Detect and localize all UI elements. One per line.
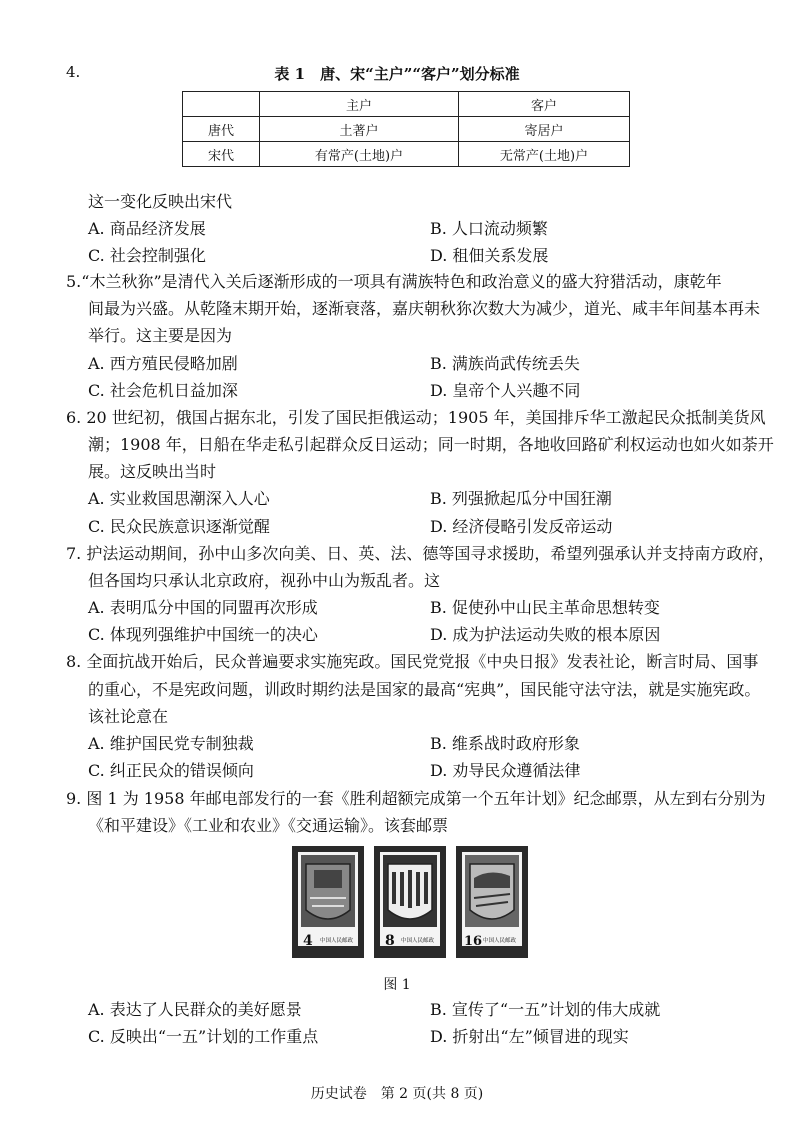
- question-4-stem: 这一变化反映出宋代: [88, 192, 233, 211]
- q5-option-d: D. 皇帝个人兴趣不同: [430, 381, 581, 400]
- table-header-cell: [183, 92, 260, 117]
- table-row: [183, 142, 630, 167]
- q6-option-a: A. 实业救国思潮深入人心: [88, 489, 270, 508]
- q5-option-a: A. 西方殖民侵略加剧: [88, 354, 238, 373]
- question-5-line: 5.“木兰秋狝”是清代入关后逐渐形成的一项具有满族特色和政治意义的盛大狩猎活动，康乾年: [66, 272, 722, 291]
- stamp-value: 4: [303, 933, 313, 949]
- stamp-value: 16: [464, 934, 483, 949]
- table-1-title: 表 1 唐、宋“主户”“客户”划分标准: [274, 65, 520, 83]
- q6-option-b: B. 列强掀起瓜分中国狂潮: [430, 489, 612, 508]
- q8-option-a: A. 维护国民党专制独裁: [88, 734, 254, 753]
- stamp-value: 8: [385, 933, 395, 949]
- q9-option-b: B. 宣传了“一五”计划的伟大成就: [430, 1000, 661, 1019]
- q4-option-c: C. 社会控制强化: [88, 246, 206, 265]
- q5-option-b: B. 满族尚武传统丢失: [430, 354, 580, 373]
- q7-option-b: B. 促使孙中山民主革命思想转变: [430, 598, 660, 617]
- q4-option-d: D. 租佃关系发展: [430, 246, 549, 265]
- figure-caption: 图 1: [383, 977, 411, 993]
- q9-option-d: D. 折射出“左”倾冒进的现实: [430, 1027, 629, 1046]
- q7-option-d: D. 成为护法运动失败的根本原因: [430, 625, 661, 644]
- stamp-transportation: [456, 846, 528, 958]
- question-7-line: 但各国均只承认北京政府，视孙中山为叛乱者。这: [88, 571, 441, 590]
- question-7-line: 7. 护法运动期间，孙中山多次向美、日、英、法、德等国寻求援助，希望列强承认并支持南方政府，: [66, 544, 775, 563]
- table-row: [183, 117, 630, 142]
- question-8-line: 该社论意在: [88, 707, 169, 726]
- stamp-label: 中国人民邮政: [320, 938, 354, 944]
- page-footer: 历史试卷 第 2 页(共 8 页): [310, 1086, 484, 1102]
- q4-option-a: A. 商品经济发展: [88, 219, 206, 238]
- q6-option-c: C. 民众民族意识逐渐觉醒: [88, 517, 270, 536]
- question-6-line: 6. 20 世纪初，俄国占据东北，引发了国民拒俄运动；1905 年，美国排斥华工激起民众抵制美货风: [66, 408, 766, 427]
- stamps-figure: [290, 844, 530, 960]
- q6-option-d: D. 经济侵略引发反帝运动: [430, 517, 613, 536]
- table-cell: 无常产(土地)户: [459, 142, 630, 167]
- q8-option-d: D. 劝导民众遵循法律: [430, 761, 581, 780]
- question-8-line: 的重心，不是宪政问题，训政时期约法是国家的最高“宪典”，国民能守法守法，就是实施宪政。: [88, 680, 761, 699]
- q7-option-a: A. 表明瓜分中国的同盟再次形成: [88, 598, 318, 617]
- question-4-number: 4.: [66, 63, 81, 81]
- q7-option-c: C. 体现列强维护中国统一的决心: [88, 625, 318, 644]
- table-cell: 唐代: [183, 117, 260, 142]
- table-cell: 寄居户: [459, 117, 630, 142]
- question-9-line: 9. 图 1 为 1958 年邮电部发行的一套《胜利超额完成第一个五年计划》纪念邮票，从左到右分别为: [66, 789, 766, 808]
- table-cell: 宋代: [183, 142, 260, 167]
- table-header-cell: 主户: [260, 92, 459, 117]
- stamp-label: 中国人民邮政: [483, 938, 517, 944]
- question-8-line: 8. 全面抗战开始后，民众普遍要求实施宪政。国民党党报《中央日报》发表社论，断言时局、国事: [66, 652, 759, 671]
- q9-option-c: C. 反映出“一五”计划的工作重点: [88, 1027, 319, 1046]
- table-1: [182, 91, 630, 167]
- question-6-line: 展。这反映出当时: [88, 462, 217, 481]
- table-header-cell: 客户: [459, 92, 630, 117]
- table-cell: 土著户: [260, 117, 459, 142]
- stamp-label: 中国人民邮政: [401, 938, 435, 944]
- table-header-row: [183, 92, 630, 117]
- q4-option-b: B. 人口流动频繁: [430, 219, 548, 238]
- q8-option-c: C. 纠正民众的错误倾向: [88, 761, 254, 780]
- q5-option-c: C. 社会危机日益加深: [88, 381, 238, 400]
- question-5-line: 间最为兴盛。从乾隆末期开始，逐渐衰落，嘉庆朝秋狝次数大为减少，道光、咸丰年间基本再未: [88, 299, 761, 318]
- question-6-line: 潮；1908 年，日船在华走私引起群众反日运动；同一时期，各地收回路矿利权运动也如火如荼开: [88, 435, 774, 454]
- stamp-peace-construction: [292, 846, 364, 958]
- question-5-line: 举行。这主要是因为: [88, 326, 233, 345]
- stamp-industry-agriculture: [374, 846, 446, 958]
- q9-option-a: A. 表达了人民群众的美好愿景: [88, 1000, 302, 1019]
- question-9-line: 《和平建设》《工业和农业》《交通运输》。该套邮票: [88, 816, 449, 835]
- table-cell: 有常产(土地)户: [260, 142, 459, 167]
- q8-option-b: B. 维系战时政府形象: [430, 734, 580, 753]
